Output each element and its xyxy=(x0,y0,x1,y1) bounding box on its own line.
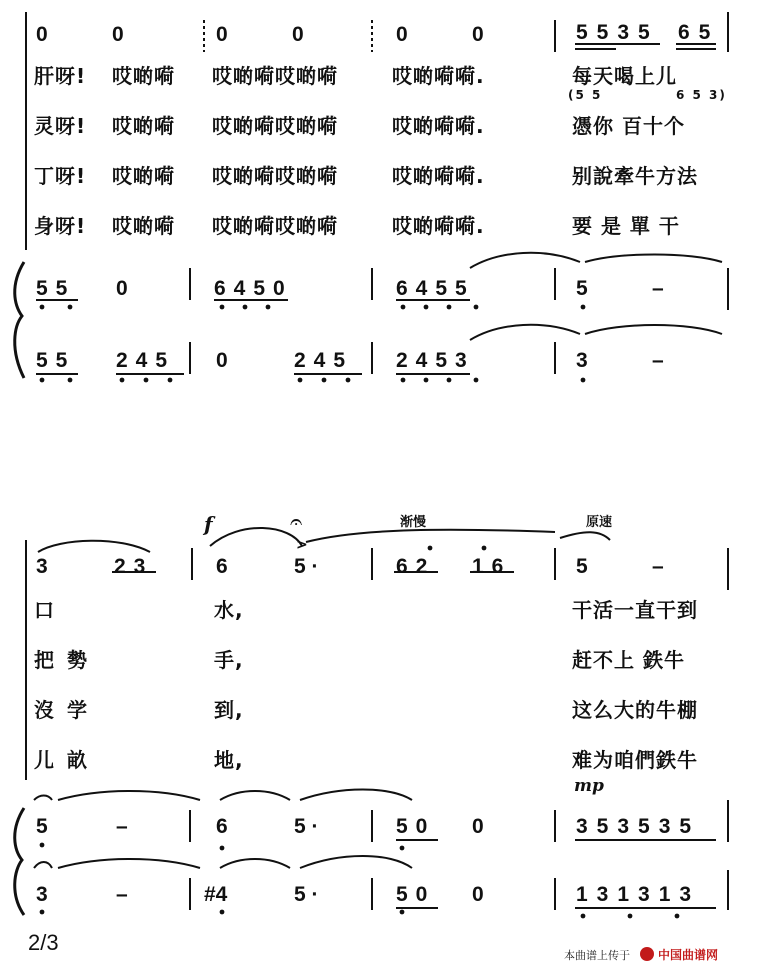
melody-note: 3 xyxy=(36,555,48,578)
melody-note: 0 xyxy=(396,23,408,46)
alt-melody-b: 6 5 3) xyxy=(676,88,727,102)
acc-lower-note: 2453 xyxy=(396,349,475,372)
lyric-b: 哎啲嗬 xyxy=(112,64,175,88)
acc-lower-note: – xyxy=(652,349,664,372)
lyric-e: 憑你 百十个 xyxy=(572,114,685,138)
lyric-e: 干活一直干到 xyxy=(572,598,698,622)
dynamic-mezzo-piano: mp xyxy=(574,776,604,796)
lyric-d: 哎啲嗬嗬. xyxy=(392,114,485,138)
acc-lower-note: 131313 xyxy=(576,883,701,906)
acc-upper-note: 0 xyxy=(116,277,128,300)
lyric-a: 灵呀! xyxy=(34,114,87,138)
acc-upper-note: 5 xyxy=(36,815,48,838)
acc-upper-note: 6 xyxy=(216,815,228,838)
lyric-a: 丁呀! xyxy=(34,164,87,188)
acc-lower-note: #4 xyxy=(204,883,228,906)
melody-note: 16 xyxy=(472,555,512,578)
lyric-b: 哎啲嗬 xyxy=(112,164,175,188)
melody-note: 65 xyxy=(678,21,720,44)
acc-lower-note: 245 xyxy=(294,349,354,372)
acc-lower-note: 0 xyxy=(472,883,484,906)
page-number: 2/3 xyxy=(28,930,59,955)
lyric-c: 哎啲嗬哎啲嗬 xyxy=(212,64,338,88)
lyric-d: 哎啲嗬嗬. xyxy=(392,164,485,188)
lyric-a: 身呀! xyxy=(34,214,87,238)
lyric-e: 每天喝上儿 xyxy=(572,64,677,88)
melody-note: 0 xyxy=(472,23,484,46)
lyric-e: 难为咱們鉄牛 xyxy=(572,748,698,772)
melody-note: 6 xyxy=(216,555,228,578)
lyric-c: 哎啲嗬哎啲嗬 xyxy=(212,114,338,138)
acc-upper-note: 50 xyxy=(396,815,436,838)
acc-lower-note: 55 xyxy=(36,349,76,372)
lyric-a: 肝呀! xyxy=(34,64,87,88)
acc-lower-note: 50 xyxy=(396,883,436,906)
dynamic-forte: f xyxy=(204,512,213,536)
acc-lower-note: 5 · xyxy=(294,883,319,906)
lyric-a: 儿 畝 xyxy=(34,748,90,772)
lyric-c: 哎啲嗬哎啲嗬 xyxy=(212,164,338,188)
acc-upper-note: – xyxy=(116,815,128,838)
melody-note: 0 xyxy=(112,23,124,46)
melody-note: 0 xyxy=(36,23,48,46)
accent-mark: > xyxy=(296,537,308,553)
acc-lower-note: – xyxy=(116,883,128,906)
acc-lower-note: 0 xyxy=(216,349,228,372)
lyric-d: 哎啲嗬嗬. xyxy=(392,214,485,238)
lyric-e: 要 是 單 干 xyxy=(572,214,680,238)
melody-note: 0 xyxy=(216,23,228,46)
melody-note: 0 xyxy=(292,23,304,46)
lyric-e: 这么大的牛棚 xyxy=(572,698,698,722)
lyric-b: 水, xyxy=(214,598,244,622)
lyric-a: 把 勢 xyxy=(34,648,90,672)
lyric-a: 口 xyxy=(34,598,55,622)
site-logo-text[interactable]: 中国曲谱网 xyxy=(658,948,719,962)
acc-upper-note: 6450 xyxy=(214,277,293,300)
acc-lower-note: 3 xyxy=(36,883,48,906)
site-logo-icon xyxy=(640,947,654,961)
melody-note: 62 xyxy=(396,555,436,578)
melody-note: – xyxy=(652,555,664,578)
alt-melody-a: (5 5 xyxy=(568,88,603,102)
melody-note: 5535 xyxy=(576,21,659,44)
lyric-c: 哎啲嗬哎啲嗬 xyxy=(212,214,338,238)
fermata-icon: 𝄐 xyxy=(290,510,303,535)
lyric-e: 赶不上 鉄牛 xyxy=(572,648,685,672)
lyric-b: 地, xyxy=(214,748,244,772)
acc-upper-note: 6455 xyxy=(396,277,475,300)
acc-upper-note: – xyxy=(652,277,664,300)
lyric-d: 哎啲嗬嗬. xyxy=(392,64,485,88)
lyric-e: 别說牽牛方法 xyxy=(572,164,698,188)
acc-lower-note: 245 xyxy=(116,349,176,372)
melody-note: 5 · xyxy=(294,555,319,578)
tempo-a-tempo: 原速 xyxy=(586,515,613,530)
acc-upper-note: 55 xyxy=(36,277,76,300)
acc-upper-note: 5 xyxy=(576,277,588,300)
melody-note: 23 xyxy=(114,555,154,578)
lyric-b: 到, xyxy=(214,698,244,722)
lyric-b: 手, xyxy=(214,648,244,672)
acc-upper-note: 0 xyxy=(472,815,484,838)
footer-text: 本曲谱上传于 xyxy=(564,949,630,962)
melody-note: 5 xyxy=(576,555,588,578)
acc-lower-note: 3 xyxy=(576,349,588,372)
tempo-rit: 渐慢 xyxy=(400,515,427,530)
lyric-b: 哎啲嗬 xyxy=(112,114,175,138)
acc-upper-note: 5 · xyxy=(294,815,319,838)
lyric-a: 沒 学 xyxy=(34,698,90,722)
lyric-b: 哎啲嗬 xyxy=(112,214,175,238)
acc-upper-note: 353535 xyxy=(576,815,701,838)
